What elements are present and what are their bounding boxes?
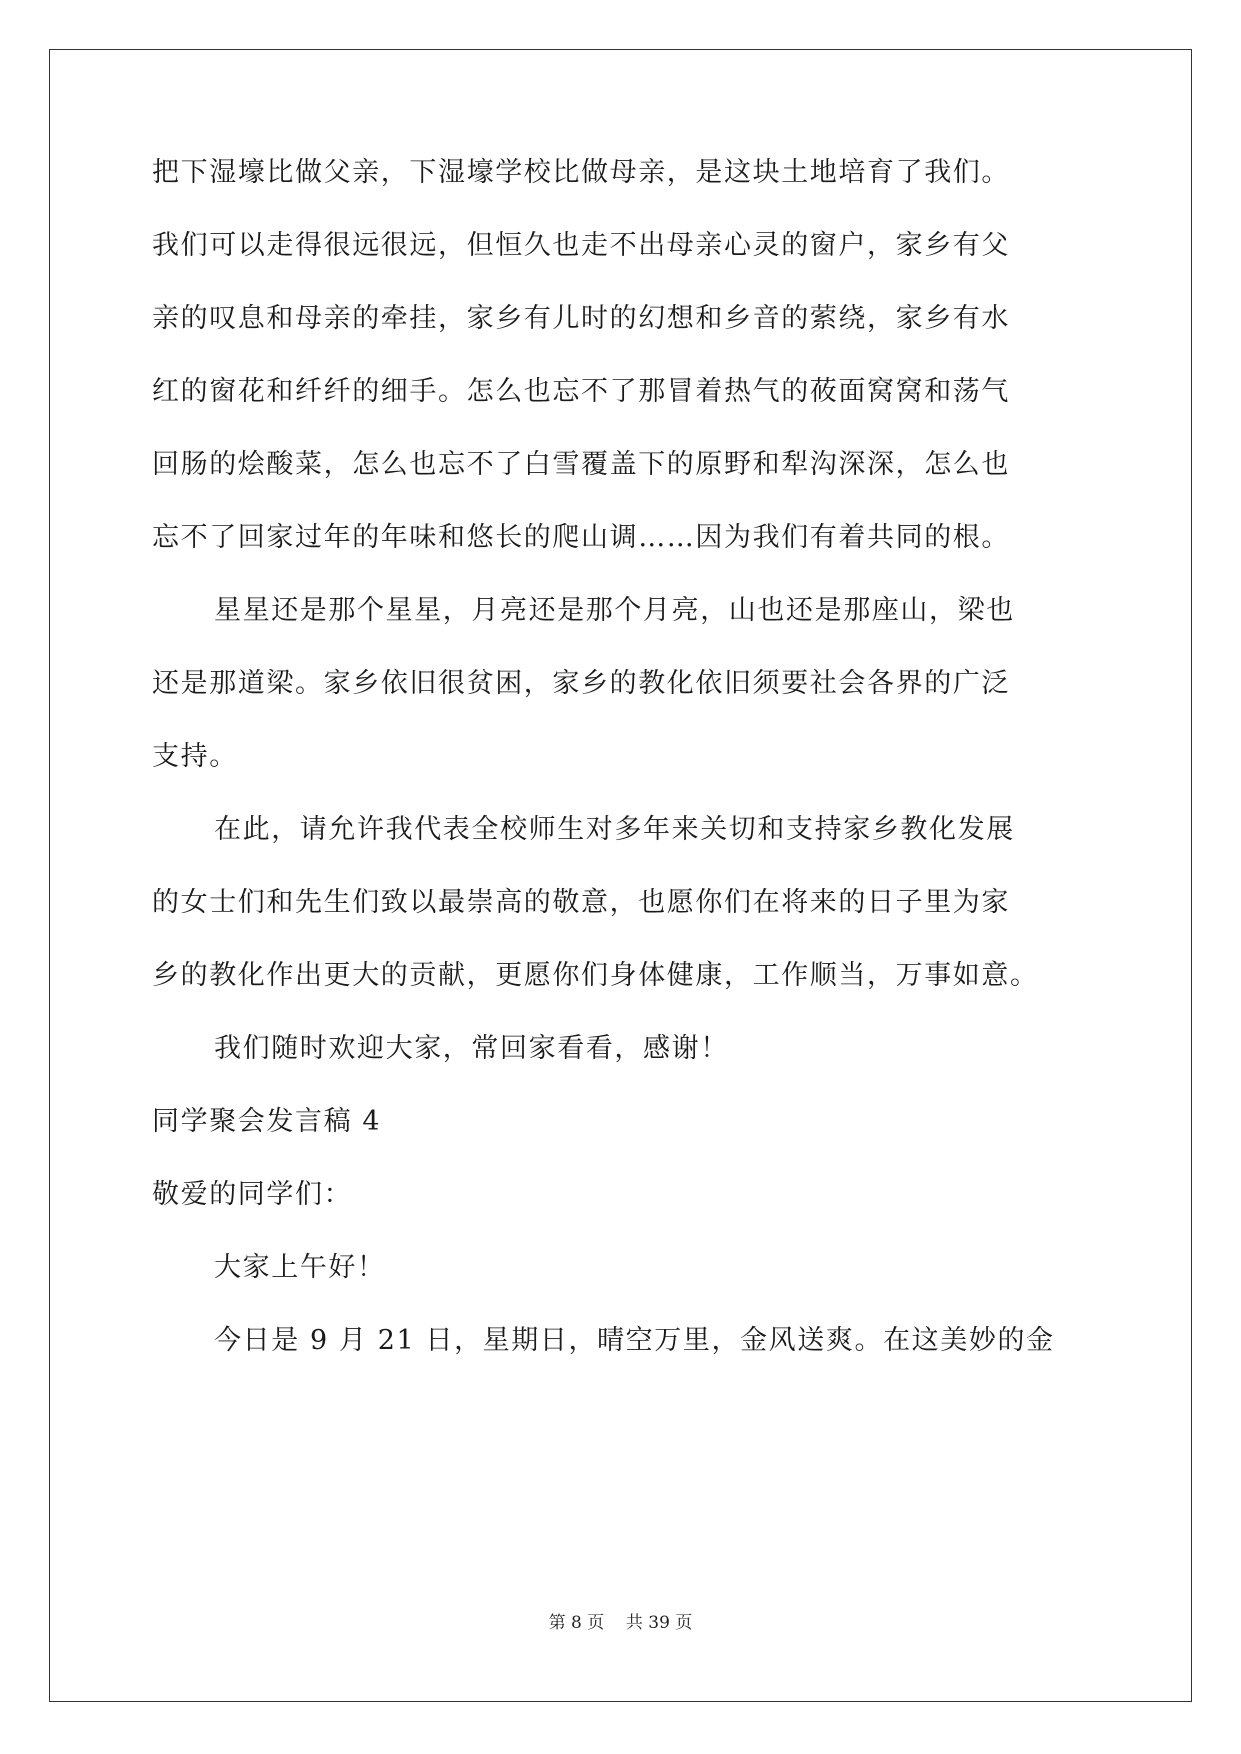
text-line: 的女士们和先生们致以最崇高的敬意，也愿你们在将来的日子里为家 [152,887,1010,918]
text-line: 我们可以走得很远很远，但恒久也走不出母亲心灵的窗户，家乡有父 [152,230,1010,261]
text-line: 忘不了回家过年的年味和悠长的爬山调……因为我们有着共同的根。 [152,522,1010,553]
text-line: 支持。 [152,741,238,772]
text-line: 把下湿壕比做父亲，下湿壕学校比做母亲，是这块土地培育了我们。 [152,157,1010,188]
text-line: 回肠的烩酸菜，怎么也忘不了白雪覆盖下的原野和犁沟深深，怎么也 [152,449,1010,480]
paragraph-start: 星星还是那个星星，月亮还是那个月亮，山也还是那座山，梁也 [214,595,1015,626]
greeting: 大家上午好！ [214,1252,386,1283]
page-number: 第 8 页 共 39 页 [548,1613,693,1633]
salutation: 敬爱的同学们： [152,1179,353,1210]
paragraph-start: 我们随时欢迎大家，常回家看看，感谢！ [214,1033,729,1064]
page-footer [0,1612,1241,1634]
section-heading: 同学聚会发言稿 4 [152,1106,382,1137]
paragraph-start: 今日是 9 月 21 日，星期日，晴空万里，金风送爽。在这美妙的金 [214,1325,1055,1356]
paragraph-start: 在此，请允许我代表全校师生对多年来关切和支持家乡教化发展 [214,814,1015,845]
text-line: 红的窗花和纤纤的细手。怎么也忘不了那冒着热气的莜面窝窝和荡气 [152,376,1010,407]
page-border [49,49,1192,1702]
text-line: 还是那道梁。家乡依旧很贫困，家乡的教化依旧须要社会各界的广泛 [152,668,1010,699]
text-line: 乡的教化作出更大的贡献，更愿你们身体健康，工作顺当，万事如意。 [152,960,1039,991]
text-line: 亲的叹息和母亲的牵挂，家乡有儿时的幻想和乡音的萦绕，家乡有水 [152,303,1010,334]
